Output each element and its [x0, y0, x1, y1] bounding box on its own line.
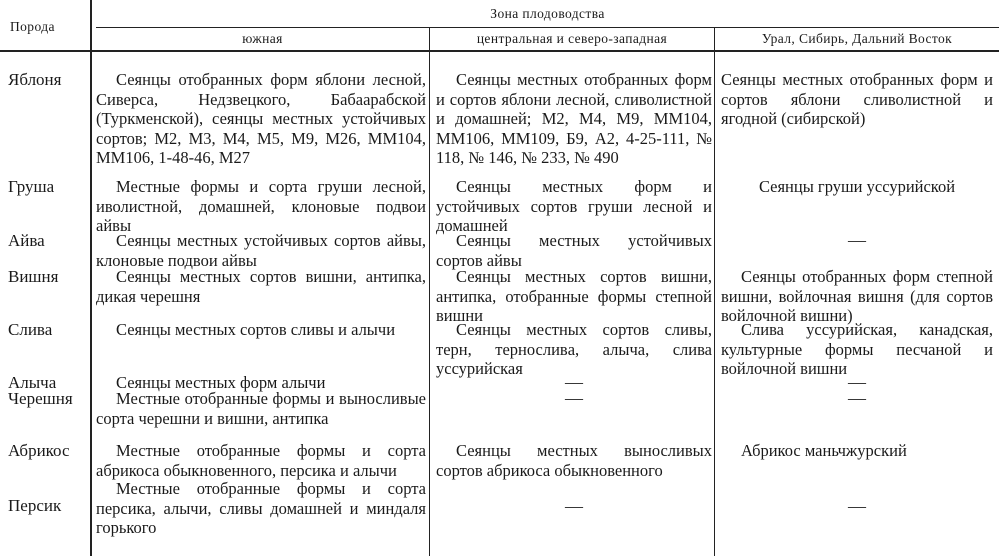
species-plum: Слива: [8, 320, 53, 339]
cell-cherry-plum-central: —: [565, 372, 583, 392]
divider-species: [90, 0, 92, 556]
cell-sweet-cherry-central: —: [565, 388, 583, 408]
cell-cherry-central: Сеянцы местных сортов вишни, антипка, отобранные формы степной вишни: [436, 267, 712, 325]
species-apple: Яблоня: [8, 70, 62, 89]
species-cherry-plum: Алыча: [8, 373, 57, 392]
cell-apple-east: Сеянцы местных отобранных форм и сортов яблони сливолистной и ягодной (сибирской): [721, 70, 993, 128]
cell-pear-central: Сеянцы местных форм и устойчивых сортов груши лесной и домашней: [436, 177, 712, 235]
cell-apricot-east: Абрикос маньчжурский: [741, 441, 907, 460]
species-cherry: Вишня: [8, 267, 59, 286]
cell-apricot-central: Сеянцы местных выносливых сортов абрикоса обыкновенного: [436, 441, 712, 480]
cell-plum-east: Слива уссурийская, канадская, культурные формы песчаной и войлочной вишни: [721, 320, 993, 378]
cell-sweet-cherry-east: —: [848, 388, 866, 408]
cell-cherry-south: Сеянцы местных сортов вишни, антипка, дикая черешня: [96, 267, 426, 306]
species-apricot: Абрикос: [8, 441, 70, 460]
divider-central: [714, 28, 715, 556]
cell-peach-east: —: [848, 496, 866, 516]
species-pear: Груша: [8, 177, 55, 196]
zone-header-east: Урал, Сибирь, Дальний Восток: [761, 31, 953, 46]
header-top-rule: [96, 27, 999, 28]
cell-cherry-plum-south: Сеянцы местных форм алычи: [116, 373, 326, 392]
species-column-header: Порода: [10, 19, 55, 34]
cell-quince-east: —: [848, 230, 866, 250]
cell-cherry-plum-east: —: [848, 372, 866, 392]
cell-quince-central: Сеянцы местных устойчивых сортов айвы: [436, 231, 712, 270]
zone-header-central: центральная и северо-западная: [476, 31, 668, 46]
cell-plum-south: Сеянцы местных сортов сливы и алычи: [116, 320, 396, 339]
cell-peach-central: —: [565, 496, 583, 516]
species-sweet-cherry: Черешня: [8, 389, 73, 408]
cell-plum-central: Сеянцы местных сортов сливы, терн, терносливa, алыча, слива уссурийская: [436, 320, 712, 378]
zone-group-header: Зона плодоводства: [490, 6, 605, 21]
cell-pear-south: Местные формы и сорта груши лесной, иволистной, домашней, клоновые подвои айвы: [96, 177, 426, 235]
header-bottom-rule: [0, 50, 999, 52]
cell-sweet-cherry-south: Местные отобранные формы и выносливые сорта черешни и вишни, антипка: [96, 389, 426, 428]
cell-apple-south: Сеянцы отобранных форм яблони лесной, Сиверса, Недзвецкого, Бабаарабской (Туркменской), сеянцы местных устойчивых сортов; М2, М3, М4, М5, М9, М26, ММ104, ММ106, 1-48-46, М27: [96, 70, 426, 167]
cell-cherry-east: Сеянцы отобранных форм степной вишни, войлочная вишня (для сортов войлочной вишни): [721, 267, 993, 325]
divider-south: [429, 28, 430, 556]
species-quince: Айва: [8, 231, 45, 250]
species-peach: Персик: [8, 496, 62, 515]
cell-pear-east: Сеянцы груши уссурийской: [758, 177, 956, 196]
cell-peach-south: Местные отобранные формы и сорта персика, алычи, сливы домашней и миндаля горького: [96, 479, 426, 537]
cell-apple-central: Сеянцы местных отобранных форм и сортов яблони лесной, сливолистной и домашней; М2, М4, М9, ММ104, ММ106, ММ109, Б9, А2, 4-25-111, № 118, № 146, № 233, № 490: [436, 70, 712, 167]
cell-apricot-south: Местные отобранные формы и сорта абрикоса обыкновенного, персика и алычи: [96, 441, 426, 480]
cell-quince-south: Сеянцы местных устойчивых сортов айвы, клоновые подвои айвы: [96, 231, 426, 270]
zone-header-south: южная: [242, 31, 283, 46]
